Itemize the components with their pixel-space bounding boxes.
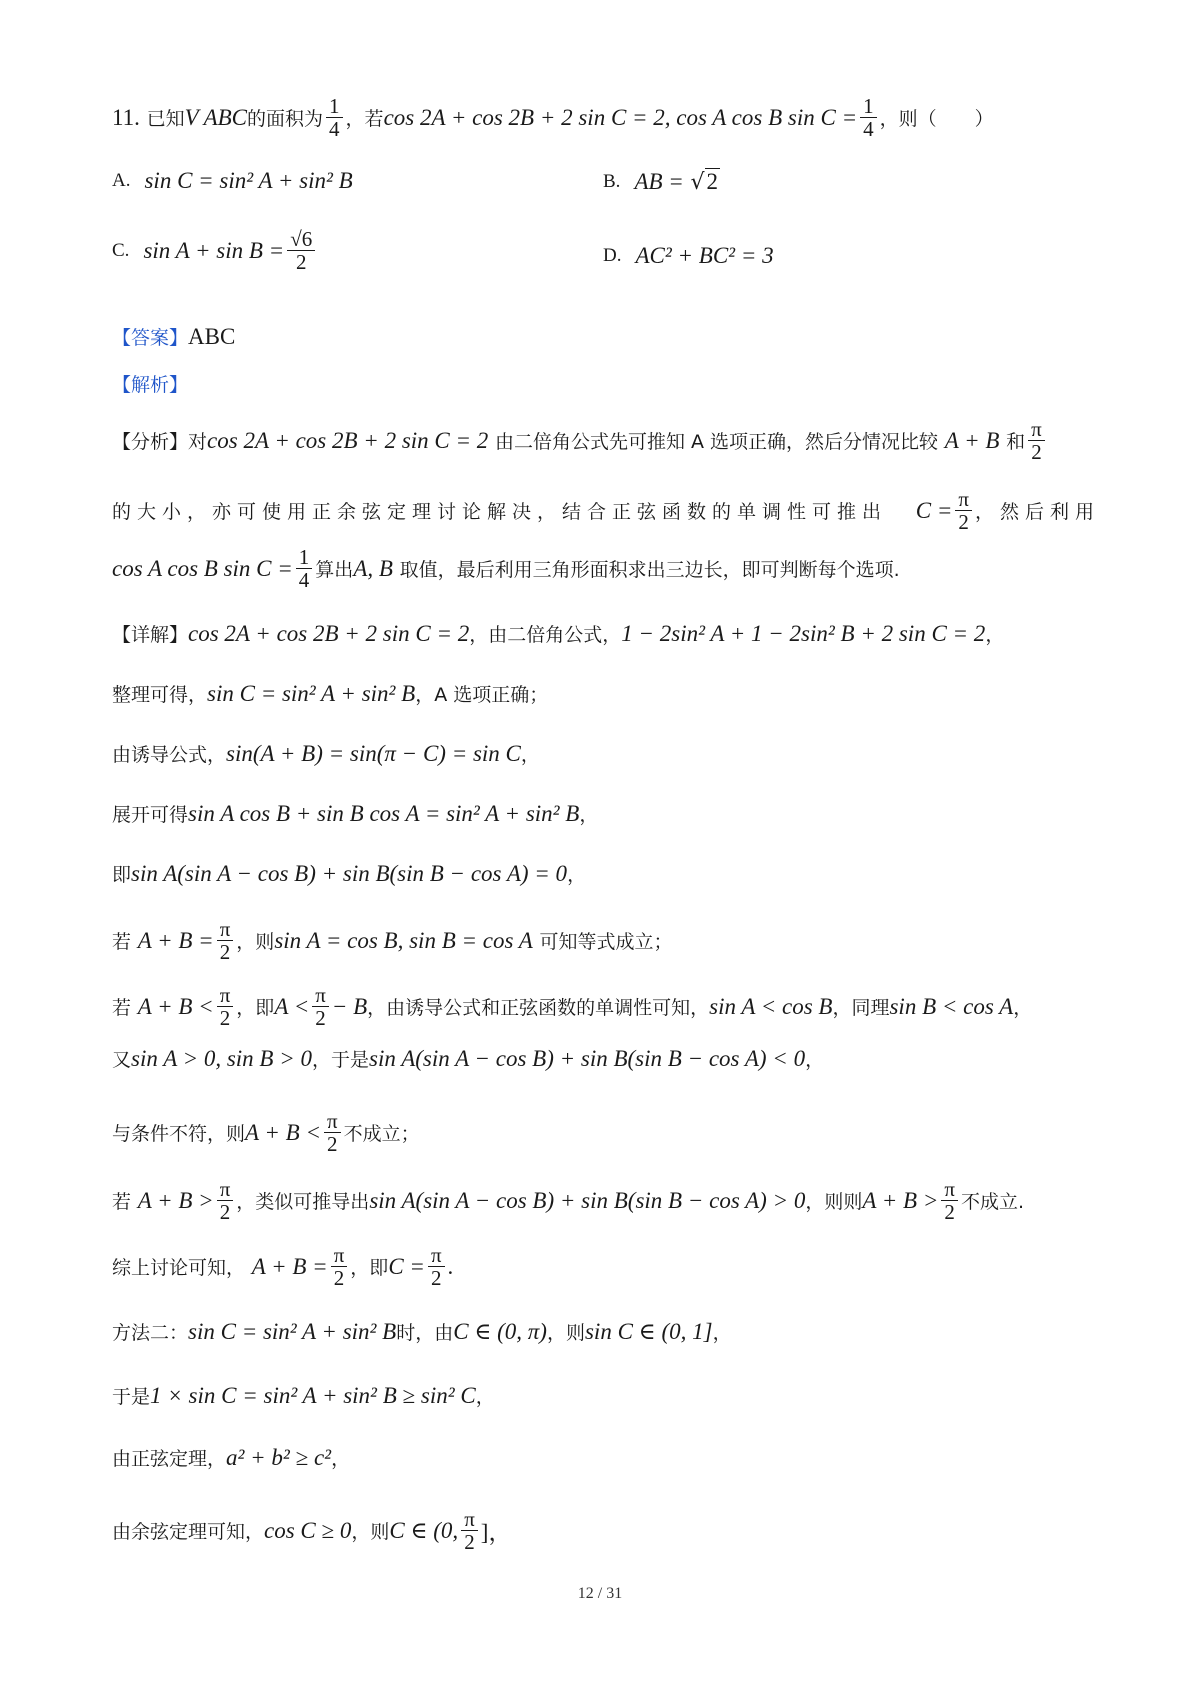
option-a: A. sin C = sin² A + sin² B: [112, 168, 353, 193]
option-b: B. AB = √ 2: [603, 168, 719, 195]
detail-line-4: 展开可得 sin A cos B + sin B cos A = sin² A + sin² B ，: [112, 800, 599, 826]
condition-expression: cos 2A + cos 2B + 2 sin C = 2, cos A cos B sin C =: [383, 104, 858, 130]
question-number: 11.: [112, 104, 140, 130]
detail-line-9: 与条件不符，则 A + B < $\frac{\pi}{2}$ 不成立；: [112, 1109, 420, 1157]
answer-line: [112, 323, 1100, 350]
fenxi-line-1: 【分析】 对 cos 2A + cos 2B + 2 sin C = 2 由二倍角公式先可推知 A 选项正确，然后分情况比较 A + B 和 $\frac{\pi}{2}$: [112, 418, 1100, 463]
detail-line-6: 若 A + B = $\frac{\pi}{2}$ ，则 sin A = cos B, sin B = cos A 可知等式成立；: [112, 917, 673, 965]
analysis-line: [112, 370, 1100, 397]
method2-line-3: 由正弦定理， a² + b² ≥ c² ，: [112, 1444, 351, 1470]
question-stem: 11. 已知 V ABC 的面积为 $\frac{1}{4}$ ，若 cos 2A + cos 2B + 2 sin C = 2, cos A cos B sin C = $\frac{1}{4}$ ，则（ ）: [112, 94, 994, 142]
detail-line-7: 若 A + B < $\frac{\pi}{2}$ ，即 A < $\frac{\pi}{2}$ − B ，由诱导公式和正弦函数的单调性可知， sin A < cos B ，同理 sin B < cos A ，: [112, 983, 1033, 1031]
method2-line-1: 方法二： sin C = sin² A + sin² B 时，由 C ∈ (0, π) ，则 sin C ∈ (0, 1] ，: [112, 1318, 732, 1344]
detail-line-10: 若 A + B > $\frac{\pi}{2}$ ，类似可推导出 sin A(sin A − cos B) + sin B(sin B − cos A) > 0 ，则则 A + B > $\frac{\pi}{2}$ 不成立.: [112, 1177, 1025, 1225]
option-d: D. AC² + BC² = 3: [603, 243, 774, 268]
detail-line-1: 【详解】 cos 2A + cos 2B + 2 sin C = 2 ，由二倍角公式， 1 − 2sin² A + 1 − 2sin² B + 2 sin C = 2 ，: [112, 620, 1005, 646]
answer-tag: 【答案】: [112, 327, 189, 349]
answer-value: ABC: [188, 323, 236, 349]
triangle-symbol: V ABC: [184, 104, 248, 130]
fenxi-line-3: cos A cos B sin C = $\frac{1}{4}$ 算出 A, B 取值，最后利用三角形面积求出三边长，即可判断每个选项.: [112, 545, 900, 593]
option-c: C. sin A + sin B = $\frac{√6}{2}$: [112, 228, 318, 273]
analysis-tag: 【解析】: [112, 374, 189, 396]
detail-line-3: 由诱导公式， sin(A + B) = sin(π − C) = sin C ，: [112, 740, 540, 766]
method2-line-2: 于是 1 × sin C = sin² A + sin² B ≥ sin² C ，: [112, 1382, 495, 1408]
detail-line-2: 整理可得， sin C = sin² A + sin² B ，A 选项正确；: [112, 680, 549, 706]
detail-line-11: 综上讨论可知， A + B = $\frac{\pi}{2}$ ，即 C = $\frac{\pi}{2}$ .: [112, 1243, 454, 1291]
sqrt-symbol: √ 2: [690, 169, 719, 195]
fenxi-line-2: 的大小，亦可使用正余弦定理讨论解决，结合正弦函数的单调性可推出 C = $\frac{\pi}{2}$ ，然后利用: [112, 487, 1100, 535]
detail-line-8: 又 sin A > 0, sin B > 0 ，于是 sin A(sin A − cos B) + sin B(sin B − cos A) < 0 ，: [112, 1045, 825, 1071]
condition-fraction: $\frac{1}{4}$: [860, 95, 877, 140]
method2-line-4: 由余弦定理可知， cos C ≥ 0 ，则 C ∈ (0, $\frac{\pi}{2}$ ]，: [112, 1507, 512, 1555]
detail-line-5: 即 sin A(sin A − cos B) + sin B(sin B − cos A) = 0 ，: [112, 860, 587, 886]
page-number: 12 / 31: [577, 1585, 623, 1602]
area-fraction: $\frac{1}{4}$: [326, 95, 343, 140]
